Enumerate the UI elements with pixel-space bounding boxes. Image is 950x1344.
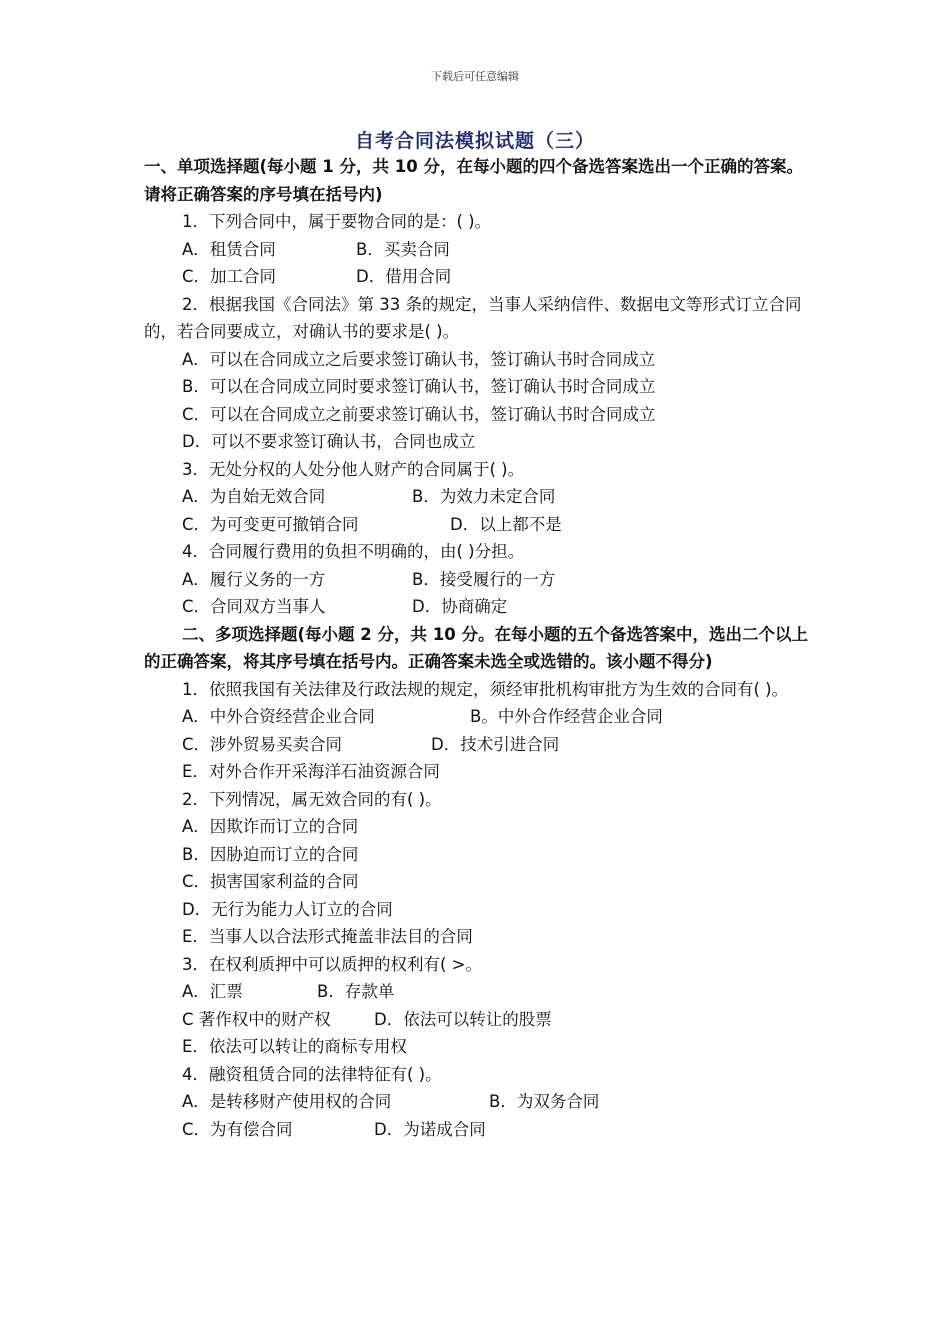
s1-q4-options-ab xyxy=(144,566,808,594)
s1-q3-stem: 3．无处分权的人处分他人财产的合同属于( )。 xyxy=(182,459,525,479)
s1-q1-options-ab xyxy=(144,236,808,264)
s1-q4-stem: 4．合同履行费用的负担不明确的，由( )分担。 xyxy=(182,542,525,561)
s2-q2-option-d: D．无行为能力人订立的合同 xyxy=(182,899,393,919)
section2-heading: 二、多项选择题(每小题 2 分，共 10 分。在每小题的五个备选答案中，选出二个以上的正确答案，将其序号填在括号内。正确答案未选全或选错的。该小题不得分) xyxy=(144,624,808,671)
s1-q3-option-d: D．以上都不是 xyxy=(450,514,562,534)
s2-q3-option-e: E．依法可以转让的商标专用权 xyxy=(182,1037,407,1056)
s2-q3-options-cd xyxy=(144,1006,808,1034)
s1-q3-options-cd xyxy=(144,511,808,539)
s2-q4-option-b: B．为双务合同 xyxy=(489,1092,600,1111)
s2-q2-option-b: B．因胁迫而订立的合同 xyxy=(182,844,359,864)
s1-q3-option-c: C．为可变更可撤销合同 xyxy=(182,514,359,534)
s2-q1-options-ab xyxy=(144,703,808,731)
s2-q2-option-e: E．当事人以合法形式掩盖非法目的合同 xyxy=(182,927,473,946)
s2-q3-stem: 3．在权利质押中可以质押的权利有( >。 xyxy=(182,954,483,974)
s1-q4-option-a: A．履行义务的一方 xyxy=(182,569,326,589)
s1-q3-option-b: B．为效力未定合同 xyxy=(412,487,556,506)
s2-q3-options-ab xyxy=(144,978,808,1006)
s2-q3-option-c: C 著作权中的财产权 xyxy=(182,1009,331,1029)
s2-q2-stem: 2．下列情况，属无效合同的有( )。 xyxy=(182,789,442,809)
s1-q1-option-d: D．借用合同 xyxy=(356,267,452,286)
s1-q2-option-b: B．可以在合同成立同时要求签订确认书，签订确认书时合同成立 xyxy=(182,377,656,396)
s2-q4-options-ab xyxy=(144,1088,808,1116)
s2-q1-option-a: A．中外合资经营企业合同 xyxy=(182,707,375,726)
s1-q4-option-b: B．接受履行的一方 xyxy=(412,569,556,589)
s2-q1-options-cd xyxy=(144,731,808,759)
s2-q3-option-b: B．存款单 xyxy=(317,982,395,1001)
s2-q4-option-a: A．是转移财产使用权的合同 xyxy=(182,1092,392,1111)
s2-q1-option-c: C．涉外贸易买卖合同 xyxy=(182,734,343,754)
s1-q2-option-c: C．可以在合同成立之前要求签订确认书，签订确认书时合同成立 xyxy=(182,404,656,424)
s1-q1-stem: 1．下列合同中，属于要物合同的是：( )。 xyxy=(182,212,492,231)
s2-q1-stem: 1．依照我国有关法律及行政法规的规定，须经审批机构审批方为生效的合同有( )。 xyxy=(182,679,789,699)
s2-q1-option-d: D．技术引进合同 xyxy=(431,734,560,754)
s2-q4-options-cd xyxy=(144,1116,808,1144)
s2-q2-option-c: C．损害国家利益的合同 xyxy=(182,872,359,891)
s2-q3-option-a: A．汇票 xyxy=(182,982,243,1001)
s1-q2-option-a: A．可以在合同成立之后要求签订确认书，签订确认书时合同成立 xyxy=(182,349,656,369)
s1-q1-option-c: C．加工合同 xyxy=(182,267,277,286)
page-header: 下载后可任意编辑 xyxy=(431,70,519,83)
s2-q3-option-d: D．依法可以转让的股票 xyxy=(374,1009,552,1029)
s1-q3-option-a: A．为自始无效合同 xyxy=(182,487,326,506)
s1-q4-option-c: C．合同双方当事人 xyxy=(182,597,326,616)
s1-q4-options-cd xyxy=(144,593,808,621)
s2-q1-option-e: E．对外合作开采海洋石油资源合同 xyxy=(182,762,440,781)
s1-q4-option-d: D．协商确定 xyxy=(412,597,508,616)
s2-q1-option-b: B。中外合作经营企业合同 xyxy=(470,707,663,726)
s2-q4-stem: 4．融资租赁合同的法律特征有( )。 xyxy=(182,1064,442,1084)
page-title: 自考合同法模拟试题（三） xyxy=(354,130,595,152)
s1-q3-options-ab xyxy=(144,483,808,511)
s1-q2-option-d: D．可以不要求签订确认书，合同也成立 xyxy=(182,432,476,451)
document-body xyxy=(144,153,808,1143)
s2-q4-option-d: D．为诺成合同 xyxy=(374,1119,486,1139)
s1-q1-option-b: B．买卖合同 xyxy=(356,239,450,259)
section1-heading: 一、单项选择题(每小题 1 分，共 10 分，在每小题的四个备选答案选出一个正确的答案。请将正确答案的序号填在括号内) xyxy=(144,157,803,204)
s2-q2-option-a: A．因欺诈而订立的合同 xyxy=(182,817,359,836)
s2-q4-option-c: C．为有偿合同 xyxy=(182,1119,293,1139)
s1-q2-stem: 2．根据我国《合同法》第 33 条的规定，当事人采纳信件、数据电文等形式订立合同的，若合同要成立，对确认书的要求是( )。 xyxy=(144,294,802,341)
s1-q1-options-cd xyxy=(144,263,808,291)
s1-q1-option-a: A．租赁合同 xyxy=(182,239,276,259)
